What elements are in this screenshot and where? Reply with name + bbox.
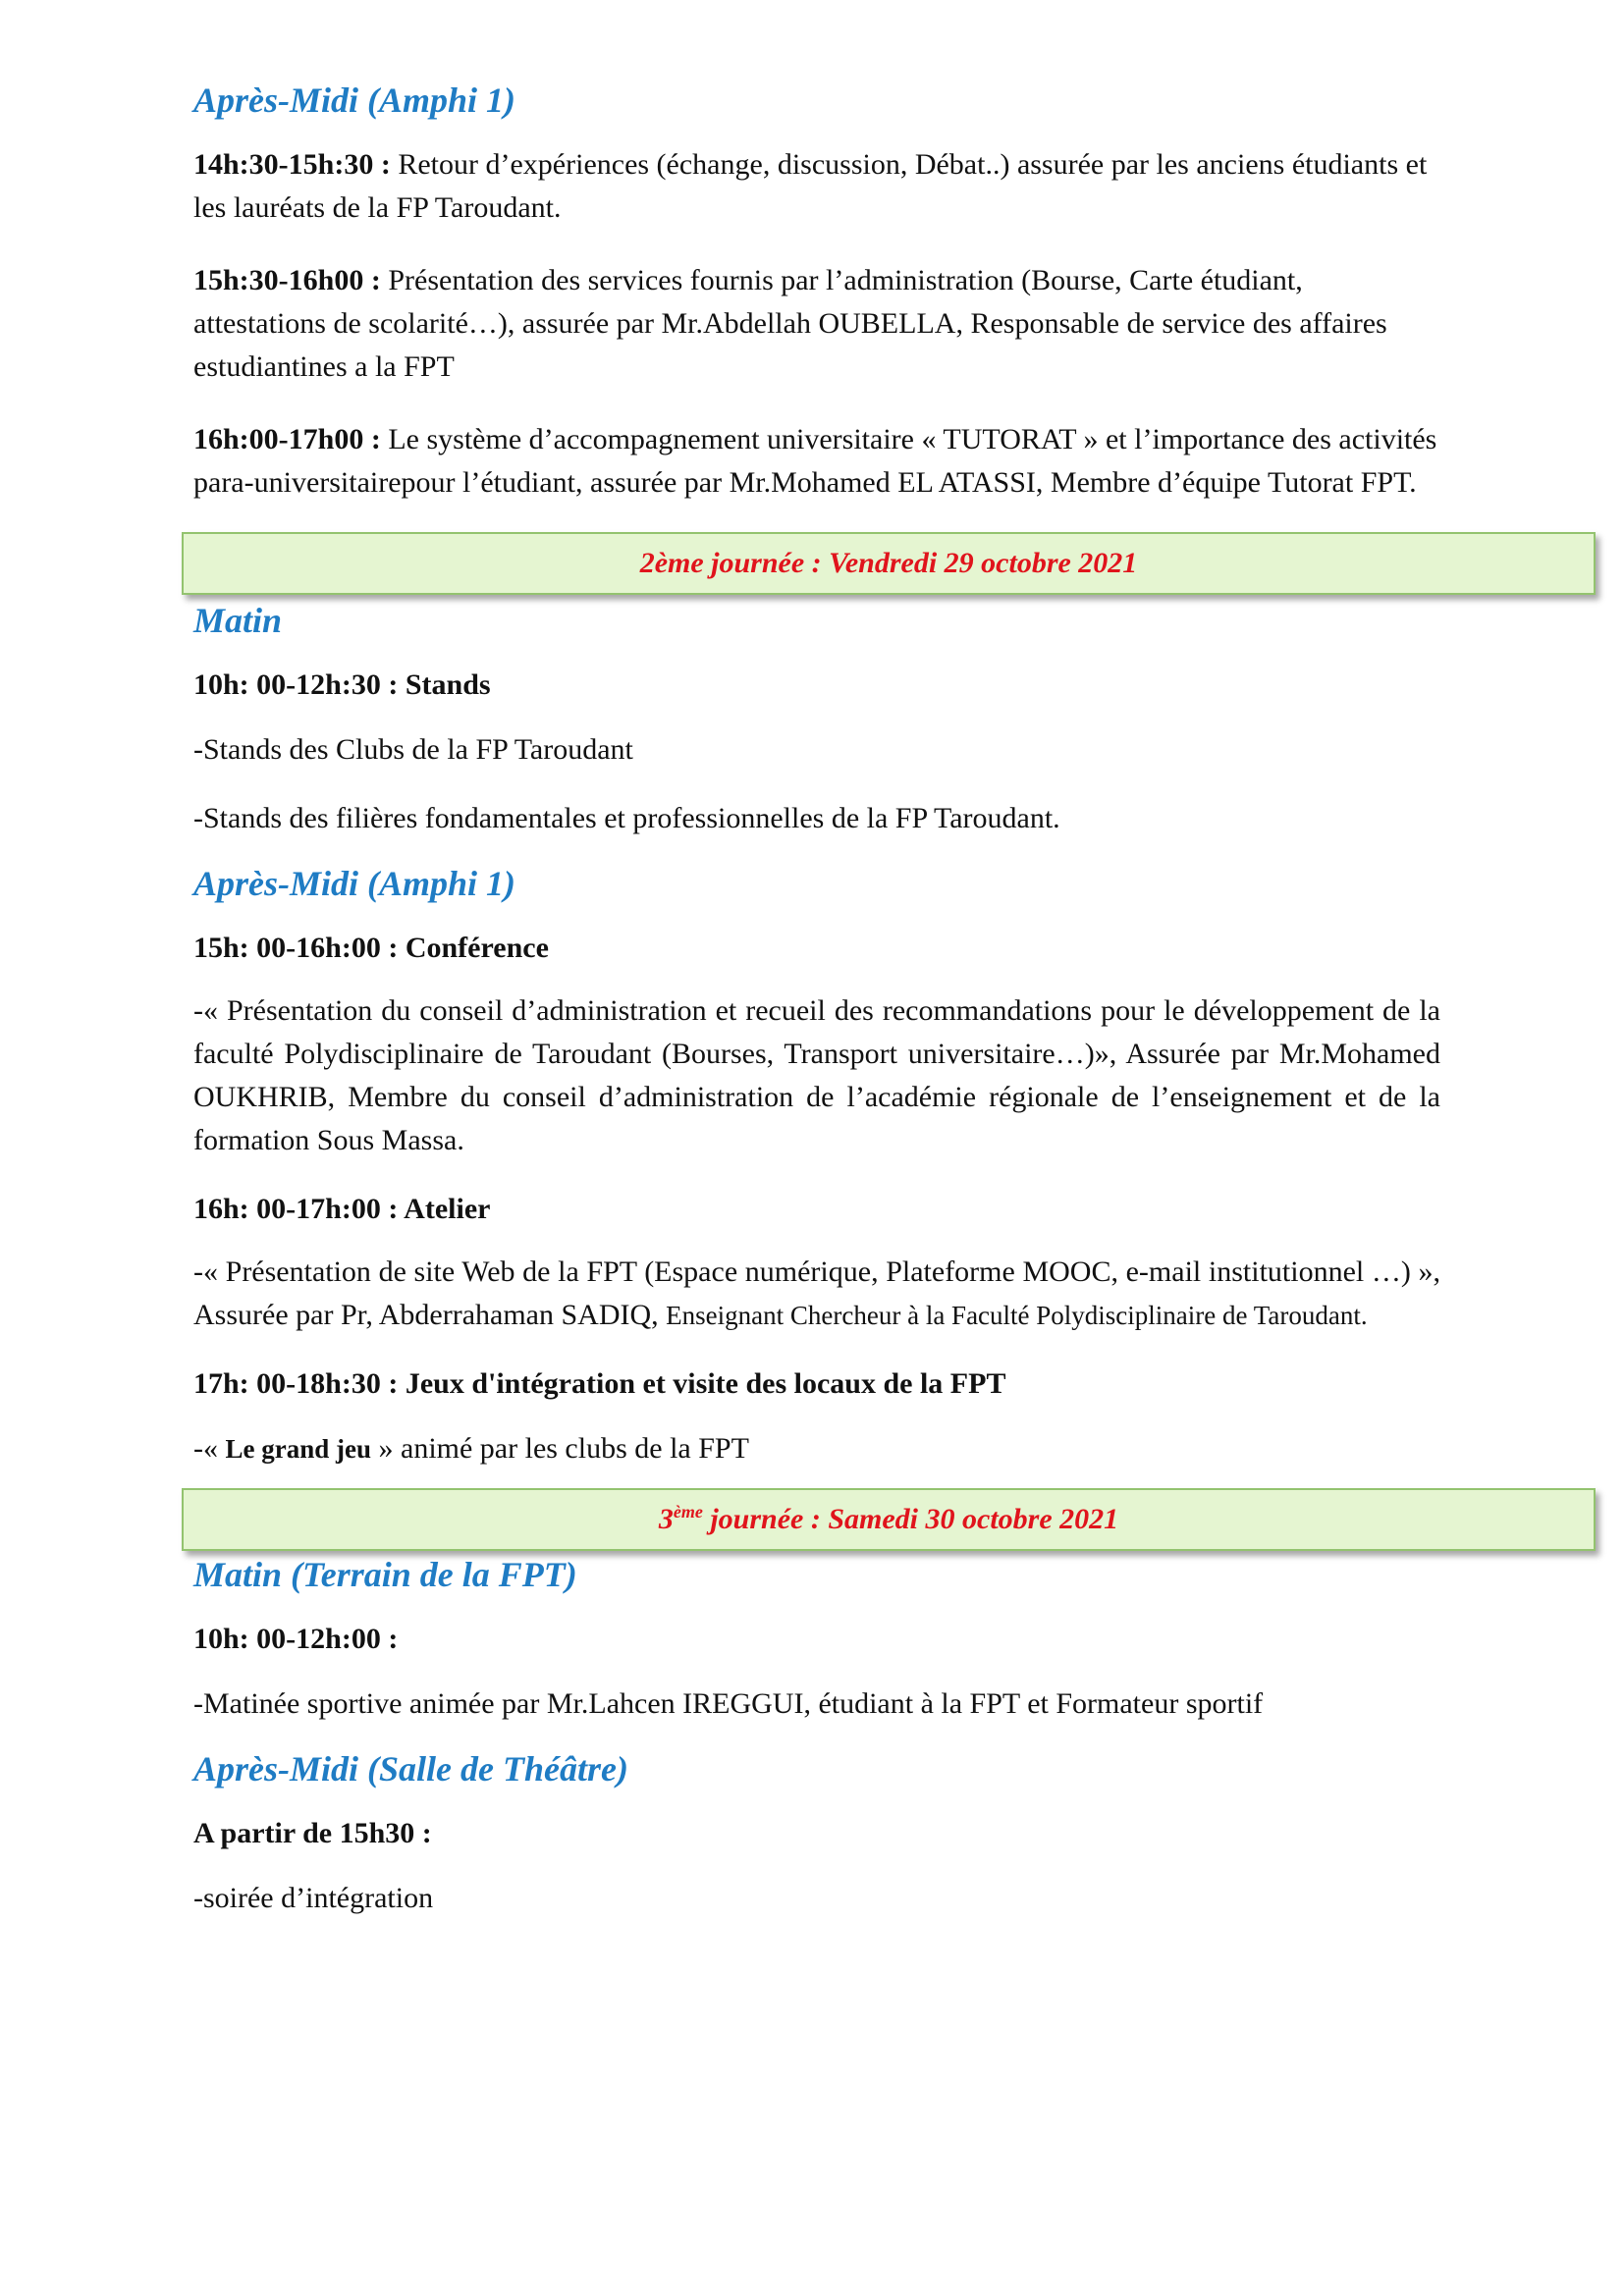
item-text: Le système d’accompagnement universitaire « TUTORAT » et l’importance des activités para-universitairepour l’étudiant, assurée par Mr.Mohamed EL ATASSI, Membre d’équipe Tutorat FPT. [193, 423, 1437, 499]
section-heading-afternoon-theatre: Après-Midi (Salle de Théâtre) [193, 1749, 628, 1789]
banner-number: 3 [658, 1503, 674, 1535]
item-time: 15h:30-16h00 : [193, 264, 381, 296]
item-text: Retour d’expériences (échange, discussion, Débat..) assurée par les anciens étudiants et les lauréats de la FP Taroudant. [193, 148, 1428, 224]
schedule-description: -« Présentation du conseil d’administration et recueil des recommandations pour le développement de la faculté Polydisciplinaire de Taroudant (Bourses, Transport universitaire…)», Assurée par Mr.Mohamed OUKHRIB, Membre du conseil d’administration de l’académie régionale de l’enseignement et de la formation Sous Massa. [193, 994, 1440, 1156]
games-prefix: -« [193, 1432, 226, 1465]
banner-superscript: ème [673, 1502, 703, 1522]
schedule-item [193, 143, 1440, 230]
item-time: 16h:00-17h00 : [193, 423, 381, 455]
schedule-item [193, 259, 1440, 389]
schedule-item [193, 418, 1440, 505]
schedule-time: A partir de 15h30 : [193, 1817, 432, 1849]
schedule-description [193, 1427, 1440, 1470]
schedule-time: 10h: 00-12h:30 : Stands [193, 668, 491, 701]
schedule-time: 16h: 00-17h:00 : Atelier [193, 1193, 491, 1225]
section-heading-afternoon-amphi1: Après-Midi (Amphi 1) [193, 864, 516, 903]
section-heading-morning: Matin [193, 601, 283, 640]
list-item: -Matinée sportive animée par Mr.Lahcen IREGGUI, étudiant à la FPT et Formateur sportif [193, 1687, 1264, 1720]
description-text: -« Présentation de site Web de la FPT (Espace numérique, Plateforme MOOC, e-mail institutionnel …) », Assurée par Pr, Abderrahaman SADIQ, [193, 1255, 1440, 1331]
item-time: 14h:30-15h:30 : [193, 148, 391, 181]
games-suffix: » animé par les clubs de la FPT [371, 1432, 749, 1465]
schedule-time: 15h: 00-16h:00 : Conférence [193, 932, 549, 964]
day-banner-2: 2ème journée : Vendredi 29 octobre 2021 [182, 532, 1596, 595]
games-title: Le grand jeu [225, 1434, 371, 1464]
section-heading-morning-terrain: Matin (Terrain de la FPT) [193, 1555, 577, 1594]
item-text: Présentation des services fournis par l’administration (Bourse, Carte étudiant, attestations de scolarité…), assurée par Mr.Abdellah OUBELLA, Responsable de service des affaires estudiantines a la FPT [193, 264, 1387, 383]
schedule-description [193, 1251, 1440, 1337]
page-content [193, 79, 1440, 1920]
list-item: -Stands des Clubs de la FP Taroudant [193, 733, 633, 766]
list-item: -Stands des filières fondamentales et professionnelles de la FP Taroudant. [193, 802, 1060, 834]
schedule-time: 17h: 00-18h:30 : Jeux d'intégration et visite des locaux de la FPT [193, 1367, 1006, 1400]
description-text: Enseignant Chercheur à la Faculté Polydisciplinaire de Taroudant. [666, 1301, 1368, 1330]
list-item: -soirée d’intégration [193, 1882, 434, 1914]
section-heading-afternoon-amphi1: Après-Midi (Amphi 1) [193, 80, 516, 120]
banner-text: journée : Samedi 30 octobre 2021 [702, 1503, 1119, 1535]
day-banner-3 [182, 1488, 1596, 1551]
schedule-time: 10h: 00-12h:00 : [193, 1623, 399, 1655]
